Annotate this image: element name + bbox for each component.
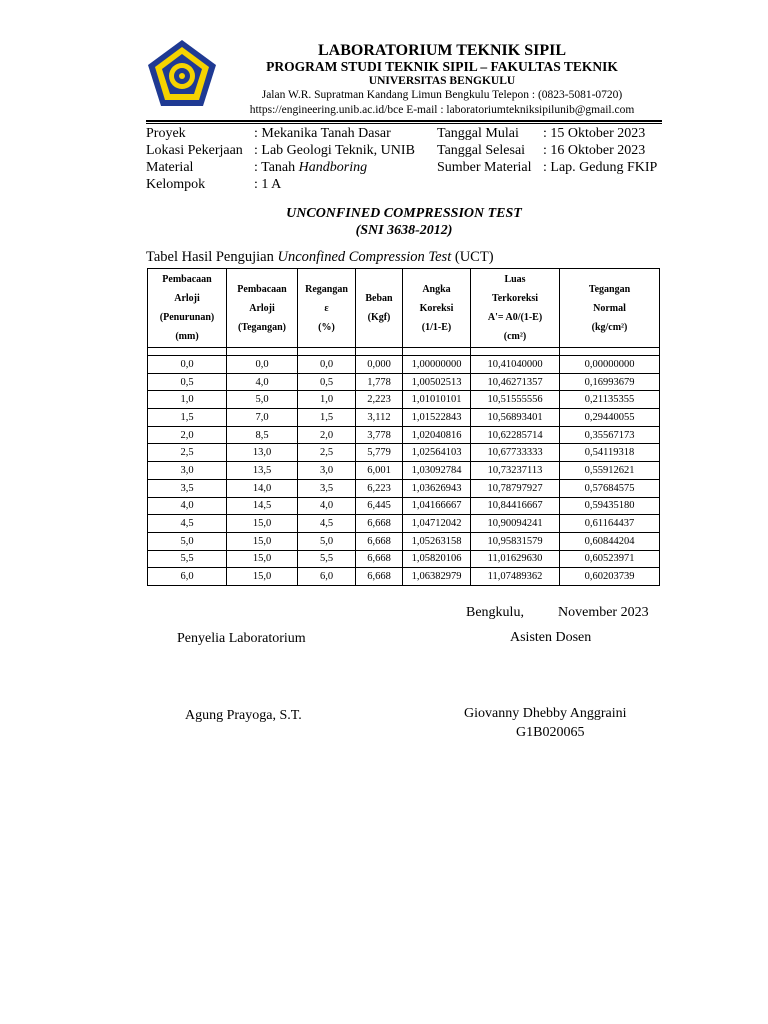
table-cell: 3,778 xyxy=(356,426,403,444)
table-cell: 0,60523971 xyxy=(560,550,660,568)
kelompok-label: Kelompok xyxy=(146,177,206,192)
table-row xyxy=(148,356,660,374)
table-cell: 5,0 xyxy=(227,391,298,409)
selesai-label: Tanggal Selesai xyxy=(437,143,526,158)
table-cell: 15,0 xyxy=(227,532,298,550)
material-label: Material xyxy=(146,160,194,175)
table-cell: 0,61164437 xyxy=(560,515,660,533)
table-cell: 5,5 xyxy=(298,550,356,568)
table-cell: 1,0 xyxy=(298,391,356,409)
address-line: Jalan W.R. Supratman Kandang Limun Bengkulu Telepon : (0823-5081-0720) xyxy=(261,89,623,101)
table-row xyxy=(148,497,660,515)
table-cell: 13,5 xyxy=(227,462,298,480)
table-cell: 0,55912621 xyxy=(560,462,660,480)
table-spacer-row xyxy=(148,348,660,356)
table-cell: 1,5 xyxy=(148,409,227,427)
table-cell: 10,51555556 xyxy=(471,391,560,409)
table-cell: 5,0 xyxy=(148,532,227,550)
table-cell: 1,04166667 xyxy=(403,497,471,515)
table-cell: 0,000 xyxy=(356,356,403,374)
table-cell: 1,5 xyxy=(298,409,356,427)
table-cell: 6,0 xyxy=(298,568,356,586)
table-cell: 6,668 xyxy=(356,515,403,533)
table-cell: 15,0 xyxy=(227,515,298,533)
table-cell: 13,0 xyxy=(227,444,298,462)
table-row xyxy=(148,462,660,480)
table-cell: 0,35567173 xyxy=(560,426,660,444)
table-cell: 6,668 xyxy=(356,532,403,550)
table-row xyxy=(148,409,660,427)
table-cell: 1,00000000 xyxy=(403,356,471,374)
table-cell: 5,5 xyxy=(148,550,227,568)
table-cell: 11,01629630 xyxy=(471,550,560,568)
material-italic: Handboring xyxy=(298,160,368,175)
table-row xyxy=(148,568,660,586)
table-cell: 10,41040000 xyxy=(471,356,560,374)
program-name: PROGRAM STUDI TEKNIK SIPIL – FAKULTAS TEKNIK xyxy=(266,59,618,74)
table-cell: 10,62285714 xyxy=(471,426,560,444)
table-cell: 4,0 xyxy=(298,497,356,515)
table-row xyxy=(148,479,660,497)
table-cell: 0,57684575 xyxy=(560,479,660,497)
table-cell: 1,05820106 xyxy=(403,550,471,568)
university-logo-icon xyxy=(146,38,218,110)
table-cell: 10,84416667 xyxy=(471,497,560,515)
table-cell: 1,01522843 xyxy=(403,409,471,427)
table-cell: 0,59435180 xyxy=(560,497,660,515)
table-cell: 6,0 xyxy=(148,568,227,586)
table-cell: 2,5 xyxy=(148,444,227,462)
table-cell: 10,73237113 xyxy=(471,462,560,480)
table-cell: 15,0 xyxy=(227,550,298,568)
table-cell: 0,5 xyxy=(298,373,356,391)
lab-name: LABORATORIUM TEKNIK SIPIL xyxy=(317,42,567,59)
test-title: UNCONFINED COMPRESSION TEST xyxy=(286,206,522,221)
table-cell: 14,0 xyxy=(227,479,298,497)
table-cell: 2,0 xyxy=(298,426,356,444)
uct-results-table xyxy=(147,268,660,586)
table-cell: 6,668 xyxy=(356,550,403,568)
mulai-label: Tanggal Mulai xyxy=(437,126,519,141)
column-header-2: Regangan ε (%) xyxy=(298,269,356,348)
table-cell: 6,668 xyxy=(356,568,403,586)
table-caption: Tabel Hasil Pengujian Unconfined Compression Test (UCT) xyxy=(146,249,494,265)
table-cell: 0,60203739 xyxy=(560,568,660,586)
table-cell: 10,90094241 xyxy=(471,515,560,533)
table-cell: 2,5 xyxy=(298,444,356,462)
table-cell: 1,03626943 xyxy=(403,479,471,497)
university-name: UNIVERSITAS BENGKULU xyxy=(368,75,516,87)
table-row xyxy=(148,444,660,462)
table-cell: 4,0 xyxy=(227,373,298,391)
table-row xyxy=(148,550,660,568)
contact-line: https://engineering.unib.ac.id/bce E-mail : laboratoriumtekniksipilunib@gmail.com xyxy=(249,104,635,116)
table-cell: 2,223 xyxy=(356,391,403,409)
kelompok-value: : 1 A xyxy=(254,177,282,192)
table-cell: 0,16993679 xyxy=(560,373,660,391)
table-cell: 1,06382979 xyxy=(403,568,471,586)
table-cell: 14,5 xyxy=(227,497,298,515)
proyek-label: Proyek xyxy=(146,126,186,141)
lokasi-value: : Lab Geologi Teknik, UNIB xyxy=(254,143,415,158)
table-row xyxy=(148,391,660,409)
table-cell: 7,0 xyxy=(227,409,298,427)
left-signer-name: Agung Prayoga, S.T. xyxy=(185,708,302,723)
table-cell: 3,0 xyxy=(298,462,356,480)
column-header-5: Luas Terkoreksi A'= A0/(1-E) (cm²) xyxy=(471,269,560,348)
column-header-4: Angka Koreksi (1/1-E) xyxy=(403,269,471,348)
table-cell: 5,779 xyxy=(356,444,403,462)
table-cell: 6,223 xyxy=(356,479,403,497)
table-cell: 4,5 xyxy=(148,515,227,533)
header-divider xyxy=(146,120,662,122)
table-cell: 2,0 xyxy=(148,426,227,444)
column-header-6: Tegangan Normal (kg/cm²) xyxy=(560,269,660,348)
table-cell: 1,00502513 xyxy=(403,373,471,391)
table-cell: 4,5 xyxy=(298,515,356,533)
table-cell: 0,60844204 xyxy=(560,532,660,550)
table-cell: 10,46271357 xyxy=(471,373,560,391)
table-row xyxy=(148,426,660,444)
table-cell: 0,0 xyxy=(298,356,356,374)
left-role: Penyelia Laboratorium xyxy=(177,631,306,646)
table-cell: 10,67733333 xyxy=(471,444,560,462)
test-standard: (SNI 3638-2012) xyxy=(355,223,453,238)
table-cell: 10,95831579 xyxy=(471,532,560,550)
column-header-3: Beban (Kgf) xyxy=(356,269,403,348)
selesai-value: : 16 Oktober 2023 xyxy=(543,143,646,158)
table-row xyxy=(148,532,660,550)
table-cell: 11,07489362 xyxy=(471,568,560,586)
sumber-label: Sumber Material xyxy=(437,160,532,175)
table-cell: 6,445 xyxy=(356,497,403,515)
table-cell: 1,02040816 xyxy=(403,426,471,444)
column-header-0: Pembacaan Arloji (Penurunan) (mm) xyxy=(148,269,227,348)
right-signer-name: Giovanny Dhebby Anggraini xyxy=(464,706,627,721)
signature-date: November 2023 xyxy=(558,605,649,620)
table-cell: 0,0 xyxy=(227,356,298,374)
table-cell: 15,0 xyxy=(227,568,298,586)
table-cell: 8,5 xyxy=(227,426,298,444)
table-cell: 0,0 xyxy=(148,356,227,374)
table-cell: 5,0 xyxy=(298,532,356,550)
table-cell: 0,21135355 xyxy=(560,391,660,409)
table-row xyxy=(148,373,660,391)
table-row xyxy=(148,515,660,533)
table-cell: 3,0 xyxy=(148,462,227,480)
table-cell: 0,5 xyxy=(148,373,227,391)
table-cell: 1,02564103 xyxy=(403,444,471,462)
table-cell: 1,04712042 xyxy=(403,515,471,533)
table-cell: 10,56893401 xyxy=(471,409,560,427)
table-cell: 0,54119318 xyxy=(560,444,660,462)
header-divider-thin xyxy=(146,123,662,124)
table-cell: 1,778 xyxy=(356,373,403,391)
table-cell: 1,05263158 xyxy=(403,532,471,550)
signature-city: Bengkulu, xyxy=(466,605,524,620)
table-cell: 1,01010101 xyxy=(403,391,471,409)
material-value: : Tanah Handboring xyxy=(254,160,368,175)
table-cell: 0,29440055 xyxy=(560,409,660,427)
right-role: Asisten Dosen xyxy=(510,630,592,645)
table-cell: 10,78797927 xyxy=(471,479,560,497)
table-cell: 3,5 xyxy=(298,479,356,497)
table-cell: 1,0 xyxy=(148,391,227,409)
table-cell: 3,5 xyxy=(148,479,227,497)
table-cell: 4,0 xyxy=(148,497,227,515)
proyek-value: : Mekanika Tanah Dasar xyxy=(254,126,391,141)
right-signer-id: G1B020065 xyxy=(516,725,585,740)
table-cell: 1,03092784 xyxy=(403,462,471,480)
table-cell: 6,001 xyxy=(356,462,403,480)
mulai-value: : 15 Oktober 2023 xyxy=(543,126,646,141)
sumber-value: : Lap. Gedung FKIP xyxy=(543,160,658,175)
column-header-1: Pembacaan Arloji (Tegangan) xyxy=(227,269,298,348)
table-cell: 0,00000000 xyxy=(560,356,660,374)
lokasi-label: Lokasi Pekerjaan xyxy=(146,143,243,158)
table-cell: 3,112 xyxy=(356,409,403,427)
